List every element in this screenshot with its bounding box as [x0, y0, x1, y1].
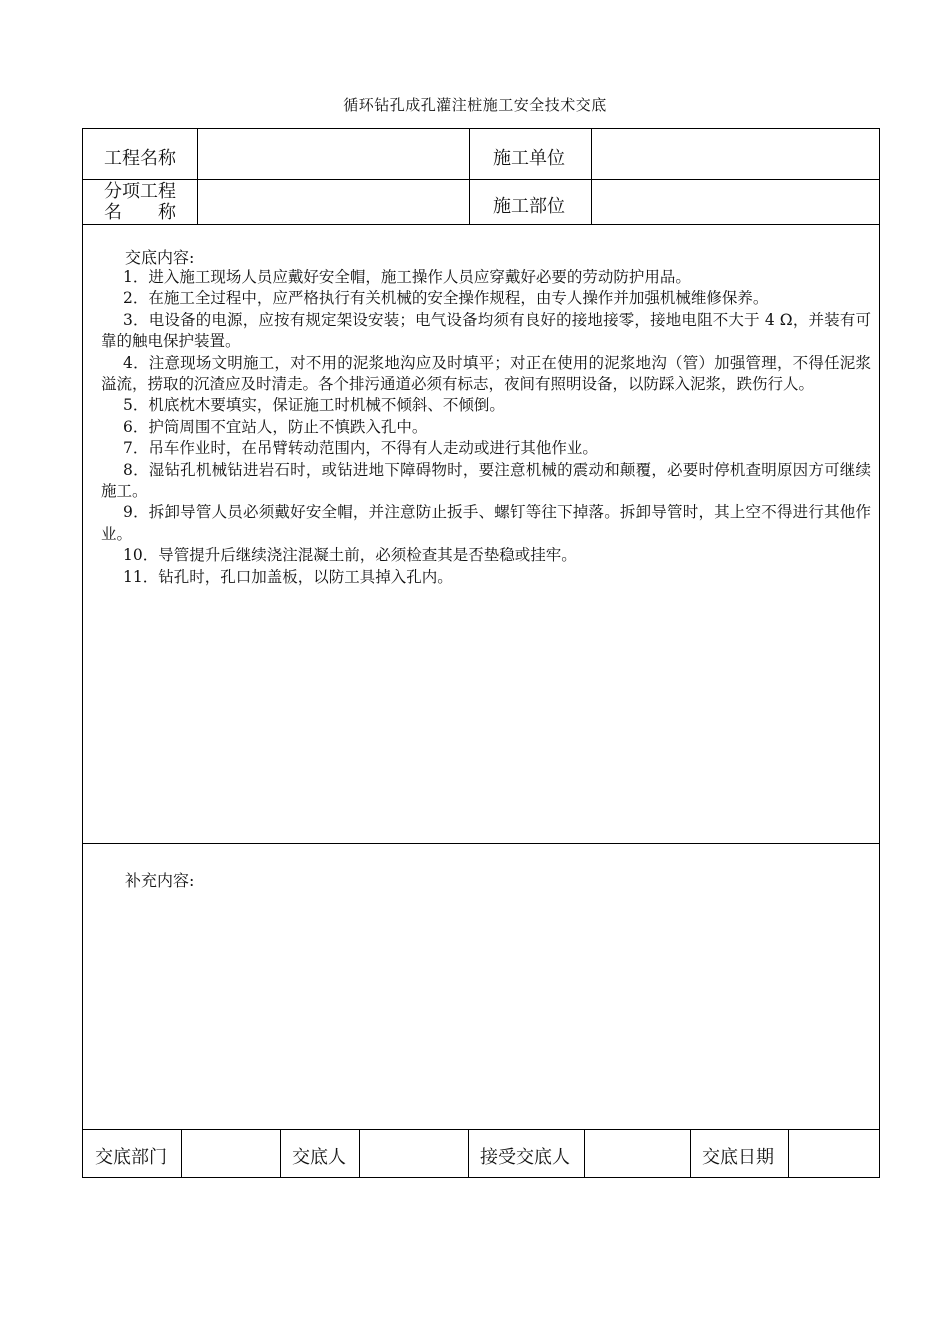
disclosure-item: 4．注意现场文明施工，对不用的泥浆地沟应及时填平；对正在使用的泥浆地沟（管）加强管理，不得任泥浆溢流，捞取的沉渣应及时清走。各个排污通道必须有标志，夜间有照明设备，以防踩入泥浆，跌伤行人。: [101, 353, 871, 394]
receiver-label: 接受交底人: [480, 1147, 570, 1168]
disclosure-item: 9．拆卸导管人员必须戴好安全帽，并注意防止扳手、螺钉等往下掉落。拆卸导管时，其上空不得进行其他作业。: [101, 503, 871, 543]
construction-unit-label: 施工单位: [493, 148, 565, 169]
project-name-field[interactable]: [198, 129, 470, 180]
disclosure-dept-label-cell: [83, 1130, 182, 1177]
sub-project-label-line1: 分项工程: [104, 181, 176, 202]
signature-row: [83, 1130, 879, 1177]
disclosure-item: 1．进入施工现场人员应戴好安全帽，施工操作人员应穿戴好必要的劳动防护用品。: [123, 268, 691, 286]
discloser-label: 交底人: [292, 1147, 346, 1168]
disclosure-date-field[interactable]: [789, 1130, 879, 1177]
disclosure-date-label-cell: [691, 1130, 789, 1177]
disclosure-dept-field[interactable]: [182, 1130, 281, 1177]
disclosure-item: 5．机底枕木要填实，保证施工时机械不倾斜、不倾倒。: [123, 396, 505, 415]
document-title: 循环钻孔成孔灌注桩施工安全技术交底: [343, 96, 607, 114]
content-heading: 交底内容:: [125, 248, 195, 267]
disclosure-content-section: [83, 225, 879, 844]
sub-project-label-line2: 名 称: [104, 202, 176, 223]
sub-project-field[interactable]: [198, 180, 470, 225]
receiver-label-cell: [469, 1130, 585, 1177]
disclosure-item: 7．吊车作业时，在吊臂转动范围内，不得有人走动或进行其他作业。: [123, 439, 598, 458]
project-name-label-cell: [83, 129, 198, 180]
construction-part-label-cell: [470, 180, 592, 225]
disclosure-item: 3．电设备的电源，应按有规定架设安装；电气设备均须有良好的接地接零，接地电阻不大于 4 Ω，并装有可靠的触电保护装置。: [101, 310, 871, 351]
receiver-field[interactable]: [585, 1130, 691, 1177]
construction-part-label: 施工部位: [493, 196, 565, 217]
disclosure-item: 11．钻孔时，孔口加盖板，以防工具掉入孔内。: [123, 567, 453, 586]
construction-part-field[interactable]: [592, 180, 879, 225]
construction-unit-label-cell: [470, 129, 592, 180]
disclosure-item: 6．护筒周围不宜站人，防止不慎跌入孔中。: [123, 417, 428, 436]
disclosure-form: [82, 128, 880, 1178]
supplement-heading: 补充内容:: [125, 871, 195, 890]
discloser-label-cell: [281, 1130, 360, 1177]
project-name-label: 工程名称: [104, 148, 176, 169]
construction-unit-field[interactable]: [592, 129, 879, 180]
disclosure-item: 8．湿钻孔机械钻进岩石时，或钻进地下障碍物时，要注意机械的震动和颠覆，必要时停机查明原因方可继续施工。: [101, 460, 871, 501]
disclosure-date-label: 交底日期: [702, 1147, 774, 1168]
disclosure-item: 10．导管提升后继续浇注混凝土前，必须检查其是否垫稳或挂牢。: [123, 546, 577, 565]
disclosure-dept-label: 交底部门: [95, 1147, 167, 1168]
disclosure-items: [101, 267, 871, 588]
supplement-section[interactable]: [83, 844, 879, 1130]
sub-project-label-cell: [83, 180, 198, 225]
discloser-field[interactable]: [360, 1130, 469, 1177]
disclosure-item: 2．在施工全过程中，应严格执行有关机械的安全操作规程，由专人操作并加强机械维修保养。: [123, 289, 769, 308]
